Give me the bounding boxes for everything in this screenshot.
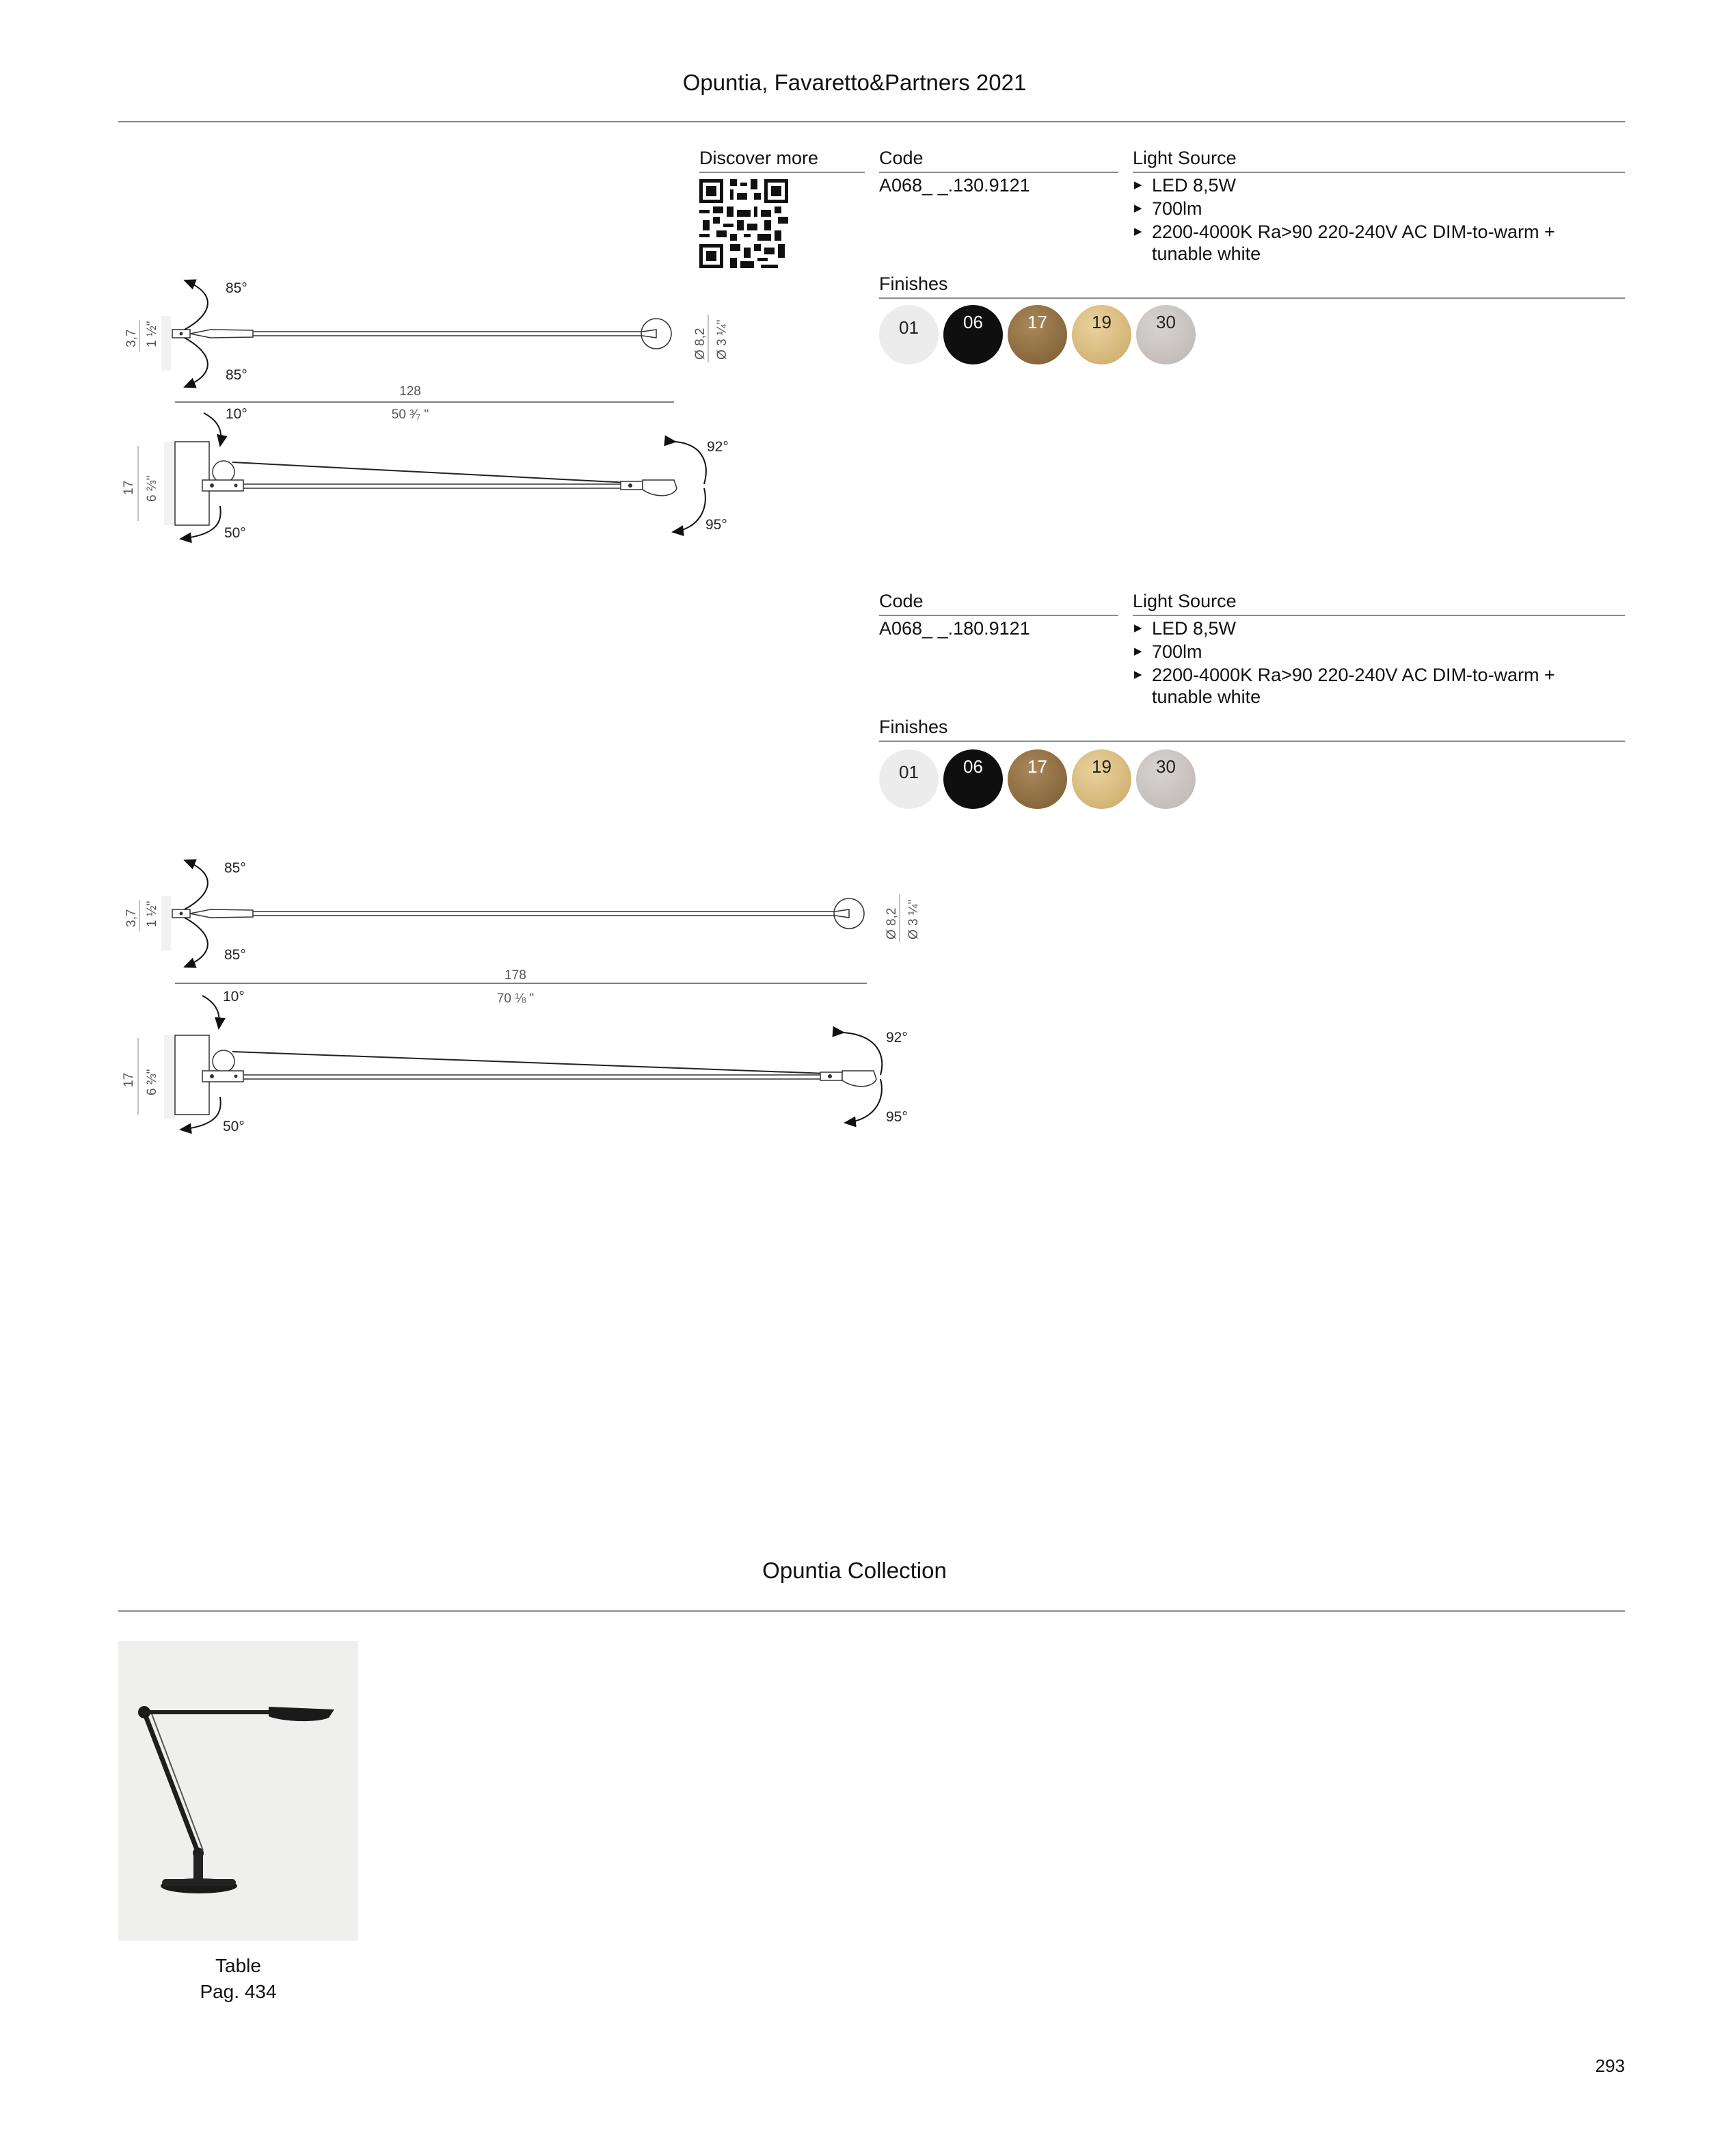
finish-swatch[interactable] — [1008, 305, 1067, 364]
finish-code: 17 — [1027, 312, 1047, 332]
code-divider — [879, 172, 1118, 173]
finish-code: 17 — [1027, 756, 1047, 777]
light-source-divider — [1133, 615, 1625, 616]
qr-code-icon — [699, 179, 788, 268]
dimension-label: 3,7 — [124, 909, 139, 927]
light-source-item: ▶ LED 8,5W — [1133, 617, 1625, 640]
light-source-continuation: tunable white — [1152, 687, 1261, 707]
light-source-continuation: tunable white — [1152, 243, 1261, 264]
dimension-label: 17 — [122, 1072, 136, 1087]
finish-swatch[interactable] — [1008, 749, 1067, 809]
product-code: A068_ _.130.9121 — [879, 175, 1030, 196]
angle-label: 92° — [886, 1030, 908, 1046]
length-label: 178 — [504, 968, 526, 983]
angle-label: 85° — [224, 860, 246, 876]
light-source-list — [1133, 174, 1625, 243]
page-number: 293 — [1595, 2055, 1625, 2076]
light-source-item: ▶ 2200-4000K Ra>90 220-240V AC DIM-to-warm + — [1133, 663, 1625, 687]
collection-item-page: Pag. 434 — [200, 1981, 277, 2002]
dimension-label: Ø 8,2 — [693, 328, 708, 360]
header-divider — [118, 121, 1625, 122]
technical-drawing-128 — [109, 267, 793, 554]
finish-swatch[interactable] — [879, 749, 939, 809]
angle-label: 95° — [886, 1109, 908, 1125]
dimension-label: 3,7 — [124, 329, 139, 347]
finish-swatch[interactable] — [879, 305, 939, 364]
dimension-label: Ø 8,2 — [885, 907, 899, 940]
light-source-list — [1133, 617, 1625, 687]
finish-swatch[interactable] — [1072, 305, 1131, 364]
discover-more-label: Discover more — [699, 148, 819, 168]
finishes-divider — [879, 741, 1625, 742]
light-source-item: ▶ LED 8,5W — [1133, 174, 1625, 197]
dimension-label: 17 — [122, 480, 136, 495]
collection-divider — [118, 1610, 1625, 1612]
discover-divider — [699, 172, 865, 173]
qr-code[interactable] — [699, 179, 788, 268]
finish-swatches — [879, 305, 1196, 364]
finish-code: 06 — [963, 312, 983, 332]
angle-label: 50° — [223, 1119, 245, 1134]
code-divider — [879, 615, 1118, 616]
angle-label: 95° — [705, 517, 727, 533]
dimension-label: 6 ⅔" — [145, 1069, 159, 1095]
product-code: A068_ _.180.9121 — [879, 618, 1030, 639]
finish-swatch[interactable] — [1136, 305, 1196, 364]
angle-label: 85° — [224, 947, 246, 963]
length-label: 70 ⅛ " — [496, 992, 535, 1006]
code-label: Code — [879, 591, 924, 611]
finish-swatch[interactable] — [1072, 749, 1131, 809]
finishes-divider — [879, 297, 1625, 299]
finish-code: 01 — [899, 317, 919, 338]
light-source-label: Light Source — [1133, 591, 1237, 611]
finish-code: 19 — [1092, 756, 1112, 777]
length-label: 128 — [399, 384, 421, 399]
angle-label: 50° — [224, 525, 246, 541]
light-source-item: ▶ 700lm — [1133, 197, 1625, 220]
table-lamp-icon — [118, 1641, 358, 1941]
finish-swatch[interactable] — [943, 749, 1003, 809]
code-label: Code — [879, 148, 924, 168]
dimension-label: Ø 3 ¼" — [715, 319, 729, 360]
light-source-item: ▶ 700lm — [1133, 640, 1625, 663]
finishes-label: Finishes — [879, 274, 948, 294]
light-source-label: Light Source — [1133, 148, 1237, 168]
finish-code: 30 — [1156, 756, 1176, 777]
finish-code: 01 — [899, 762, 919, 782]
finish-code: 19 — [1092, 312, 1112, 332]
finish-swatch[interactable] — [1136, 749, 1196, 809]
angle-label: 85° — [226, 280, 247, 296]
collection-title: Opuntia Collection — [762, 1558, 947, 1583]
finish-code: 06 — [963, 756, 983, 777]
collection-item-image[interactable] — [118, 1641, 358, 1941]
length-label: 50 ³⁄₇ " — [391, 408, 429, 422]
angle-label: 92° — [707, 439, 729, 455]
angle-label: 10° — [226, 406, 247, 422]
collection-item-name: Table — [215, 1955, 261, 1976]
light-source-divider — [1133, 172, 1625, 173]
finish-swatches — [879, 749, 1196, 809]
angle-label: 85° — [226, 367, 247, 383]
finish-swatch[interactable] — [943, 305, 1003, 364]
collection-item-caption[interactable] — [118, 1953, 358, 2005]
angle-label: 10° — [223, 989, 245, 1004]
light-source-item: ▶ 2200-4000K Ra>90 220-240V AC DIM-to-warm + — [1133, 220, 1625, 243]
finishes-label: Finishes — [879, 717, 948, 737]
page-title: Opuntia, Favaretto&Partners 2021 — [682, 70, 1027, 95]
dimension-label: Ø 3 ¼" — [906, 899, 921, 940]
finish-code: 30 — [1156, 312, 1176, 332]
technical-drawing-178 — [109, 847, 998, 1147]
dimension-label: 6 ⅔" — [145, 475, 159, 502]
dimension-label: 1 ½" — [145, 901, 159, 927]
dimension-label: 1 ½" — [145, 321, 159, 347]
